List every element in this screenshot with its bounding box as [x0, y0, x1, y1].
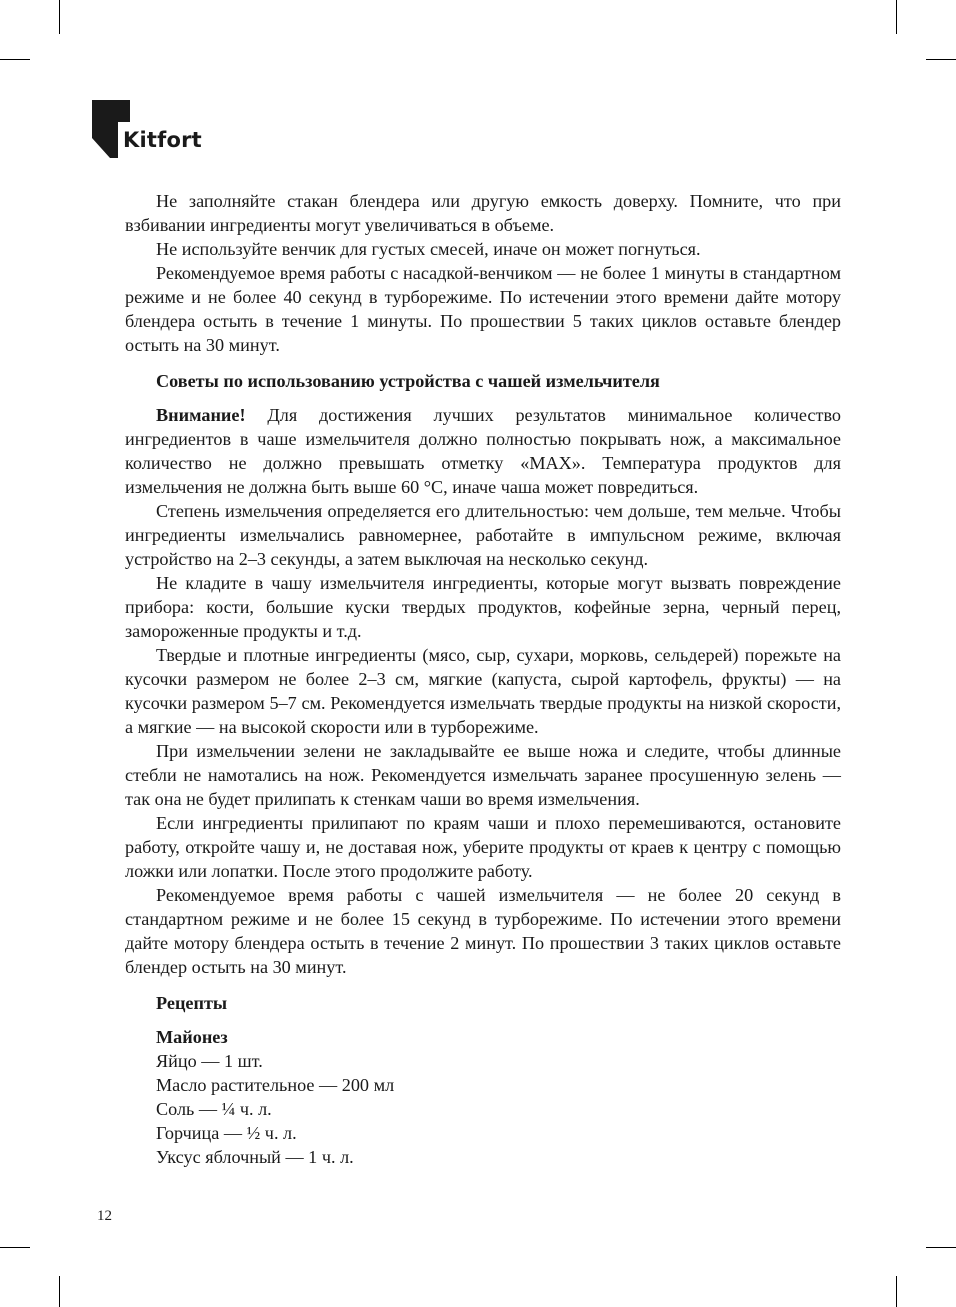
logo-wordmark: Kitfort [123, 128, 202, 152]
crop-mark-bottom-right [896, 1276, 897, 1307]
paragraph-grinding-degree: Степень измельчения определяется его длительностью: чем дольше, тем мельче. Чтобы ингредиенты измельчались равномернее, работайте в импульсном режиме, включая устройство на 2–3 секунды, а затем выключая на несколько секунд. [125, 501, 841, 569]
recipe-title-mayonnaise: Майонез [156, 1027, 228, 1047]
chopper-section-heading: Советы по использованию устройства с чашей измельчителя [156, 371, 660, 391]
recipes-heading: Рецепты [156, 993, 228, 1013]
paragraph-greens: При измельчении зелени не закладывайте ее выше ножа и следите, чтобы длинные стебли не намотались на нож. Рекомендуется измельчать заранее просушенную зелень — так она не будет прилипать к стенкам чаши во время измельчения. [125, 741, 841, 809]
crop-mark-left-bottom [0, 1247, 30, 1248]
paragraph-chopper-time: Рекомендуемое время работы с чашей измельчителя — не более 20 секунд в стандартном режиме и не более 15 секунд в турборежиме. По истечении этого времени дайте мотору блендера остыть в течение 2 минут. По прошествии 3 таких циклов оставьте блендер остыть на 30 минут. [125, 885, 841, 977]
page-content [125, 189, 841, 1169]
warning-text: Для достижения лучших результатов минимальное количество ингредиентов в чаше измельчителя должно полностью покрывать нож, а максимальное количество не должно превышать отметку «MAX». Температура продуктов для измельчения не должна быть выше 60 °С, иначе чаша может повредиться. [125, 405, 841, 497]
paragraph-chopper-warning [125, 403, 841, 499]
crop-mark-top-right [896, 0, 897, 34]
ingredient-line: Горчица — ½ ч. л. [156, 1123, 297, 1143]
page-number: 12 [97, 1208, 112, 1224]
crop-mark-right-bottom [926, 1247, 956, 1248]
warning-label: Внимание! [156, 405, 246, 425]
ingredient-line: Масло растительное — 200 мл [156, 1075, 395, 1095]
crop-mark-right-top [926, 59, 956, 60]
crop-mark-top-left [59, 0, 60, 34]
paragraph-whisk-thick: Не используйте венчик для густых смесей, иначе он может погнуться. [156, 239, 701, 259]
crop-mark-bottom-left [59, 1276, 60, 1307]
paragraph-forbidden-items: Не кладите в чашу измельчителя ингредиенты, которые могут вызвать повреждение прибора: кости, большие куски твердых продуктов, кофейные зерна, черный перец, замороженные продукты и т.д. [125, 573, 841, 641]
ingredient-line: Яйцо — 1 шт. [156, 1051, 263, 1071]
crop-mark-left-top [0, 59, 30, 60]
paragraph-sticking: Если ингредиенты прилипают по краям чаши и плохо перемешиваются, остановите работу, откройте чашу и, не доставая нож, уберите продукты от краев к центру с помощью ложки или лопатки. После этого продолжите работу. [125, 813, 841, 881]
paragraph-piece-size: Твердые и плотные ингредиенты (мясо, сыр, сухари, морковь, сельдерей) порежьте на кусочки размером не более 2–3 см, мягкие (капуста, сырой картофель, фрукты) — на кусочки размером 5–7 см. Рекомендуется измельчать твердые продукты на низкой скорости, а мягкие — на высокой скорости или в турборежиме. [125, 645, 841, 737]
paragraph-whisk-time: Рекомендуемое время работы с насадкой-венчиком — не более 1 минуты в стандартном режиме и не более 40 секунд в турборежиме. По истечении этого времени дайте мотору блендера остыть в течение 1 минуты. По прошествии 5 таких циклов оставьте блендер остыть на 30 минут. [125, 263, 841, 355]
paragraph-fill-warning: Не заполняйте стакан блендера или другую емкость доверху. Помните, что при взбивании ингредиенты могут увеличиваться в объеме. [125, 191, 841, 235]
ingredient-line: Соль — ¼ ч. л. [156, 1099, 272, 1119]
ingredient-line: Уксус яблочный — 1 ч. л. [156, 1147, 354, 1167]
kitfort-logo [92, 100, 212, 160]
